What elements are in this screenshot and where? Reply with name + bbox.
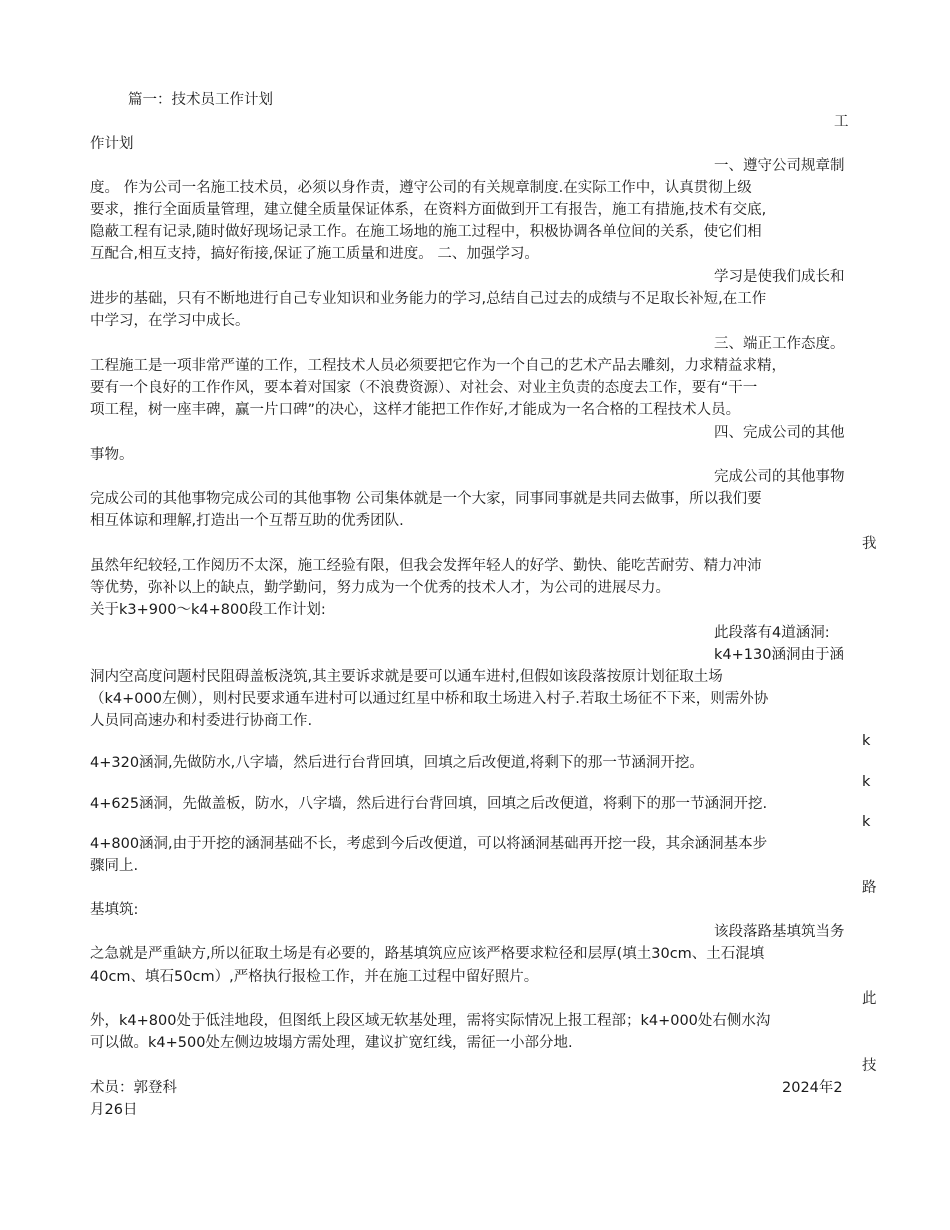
- text-line: 等优势，弥补以上的缺点，勤学勤问，努力成为一个优秀的技术人才，为公司的进展尽力。: [90, 580, 670, 596]
- text-line: （k4+000左侧），则村民要求通车进村可以通过红星中桥和取土场进入村子.若取土场征不下来，则需外协: [90, 691, 769, 707]
- text-line: 虽然年纪较轻,工作阅历不太深，施工经验有限，但我会发挥年轻人的好学、勤快、能吃苦耐劳、精力冲沛: [90, 558, 762, 574]
- signature-line: 术员：郭登科: [90, 1080, 177, 1096]
- text-line: 此: [862, 991, 877, 1007]
- date-line: 月26日: [90, 1102, 138, 1118]
- text-line: 基填筑:: [90, 902, 139, 918]
- text-line: 4+320涵洞,先做防水,八字墙，然后进行台背回填，回填之后改便道,将剩下的那一节涵洞开挖。: [90, 755, 704, 771]
- text-line: 路: [862, 880, 877, 896]
- text-line: 隐蔽工程有记录,随时做好现场记录工作。在施工场地的施工过程中，积极协调各单位间的关系，使它们相: [90, 224, 762, 240]
- text-line: 相互体谅和理解,打造出一个互帮互助的优秀团队.: [90, 513, 404, 529]
- text-line: 关于k3+900～k4+800段工作计划:: [90, 602, 326, 618]
- text-line: 工程施工是一项非常严谨的工作，工程技术人员必须要把它作为一个自己的艺术产品去雕刻，力求精益求精，: [90, 358, 786, 374]
- text-line: 人员同高速办和村委进行协商工作.: [90, 713, 313, 729]
- text-line: k4+130涵洞由于涵: [714, 647, 844, 663]
- text-line: 该段落路基填筑当务: [714, 924, 845, 940]
- date-line: 2024年2: [782, 1080, 843, 1096]
- text-line: 洞内空高度问题村民阻碍盖板浇筑,其主要诉求就是要可以通车进村,但假如该段落按原计划征取土场: [90, 669, 723, 685]
- text-line: 进步的基础，只有不断地进行自己专业知识和业务能力的学习,总结自己过去的成绩与不足取长补短,在工作: [90, 291, 767, 307]
- text-line: 可以做。k4+500处左侧边坡塌方需处理，建议扩宽红线，需征一小部分地.: [90, 1035, 573, 1051]
- text-line: 要求，推行全面质量管理，建立健全质量保证体系，在资料方面做到开工有报告，施工有措施,技术有交底,: [90, 202, 767, 218]
- text-line: 此段落有4道涵洞:: [714, 625, 830, 641]
- text-line: 4+800涵洞,由于开挖的涵洞基础不长，考虑到今后改便道，可以将涵洞基础再开挖一段，其余涵洞基本步: [90, 836, 768, 852]
- text-line: 工: [834, 114, 849, 130]
- text-line: 之急就是严重缺方,所以征取土场是有必要的，路基填筑应应该严格要求粒径和层厚(填土30cm、土石混填: [90, 946, 765, 962]
- text-line: 要有一个良好的工作作风，要本着对国家（不浪费资源）、对社会、对业主负责的态度去工作，要有“干一: [90, 380, 758, 396]
- text-line: 外，k4+800处于低洼地段，但图纸上段区域无软基处理，需将实际情况上报工程部；k4+000处右侧水沟: [90, 1013, 771, 1029]
- text-line: 我: [862, 536, 877, 552]
- text-line: 40cm、填石50cm）,严格执行报检工作，并在施工过程中留好照片。: [90, 969, 539, 985]
- text-line: 学习是使我们成长和: [714, 269, 845, 285]
- text-line: 事物。: [90, 447, 134, 463]
- text-line: k: [862, 774, 871, 790]
- text-line: 度。 作为公司一名施工技术员，必须以身作责，遵守公司的有关规章制度.在实际工作中，认真贯彻上级: [90, 180, 752, 196]
- section-heading: 三、端正工作态度。: [714, 336, 845, 352]
- text-line: 骤同上.: [90, 858, 139, 874]
- text-line: 完成公司的其他事物完成公司的其他事物 公司集体就是一个大家，同事同事就是共同去做事，所以我们要: [90, 491, 762, 507]
- section-heading: 四、完成公司的其他: [714, 425, 845, 441]
- text-line: 技: [862, 1058, 877, 1074]
- text-line: k: [862, 814, 871, 830]
- section-heading: 一、遵守公司规章制: [714, 158, 845, 174]
- text-line: k: [862, 733, 871, 749]
- document-title: 篇一：技术员工作计划: [128, 92, 273, 108]
- text-line: 4+625涵洞，先做盖板，防水，八字墙，然后进行台背回填，回填之后改便道，将剩下的那一节涵洞开挖.: [90, 796, 768, 812]
- text-line: 完成公司的其他事物: [714, 469, 845, 485]
- text-line: 互配合,相互支持，搞好衔接,保证了施工质量和进度。 二、加强学习。: [90, 246, 539, 262]
- text-line: 作计划: [90, 136, 134, 152]
- text-line: 中学习，在学习中成长。: [90, 313, 250, 329]
- text-line: 项工程，树一座丰碑，赢一片口碑”的决心，这样才能把工作作好,才能成为一名合格的工程技术人员。: [90, 402, 741, 418]
